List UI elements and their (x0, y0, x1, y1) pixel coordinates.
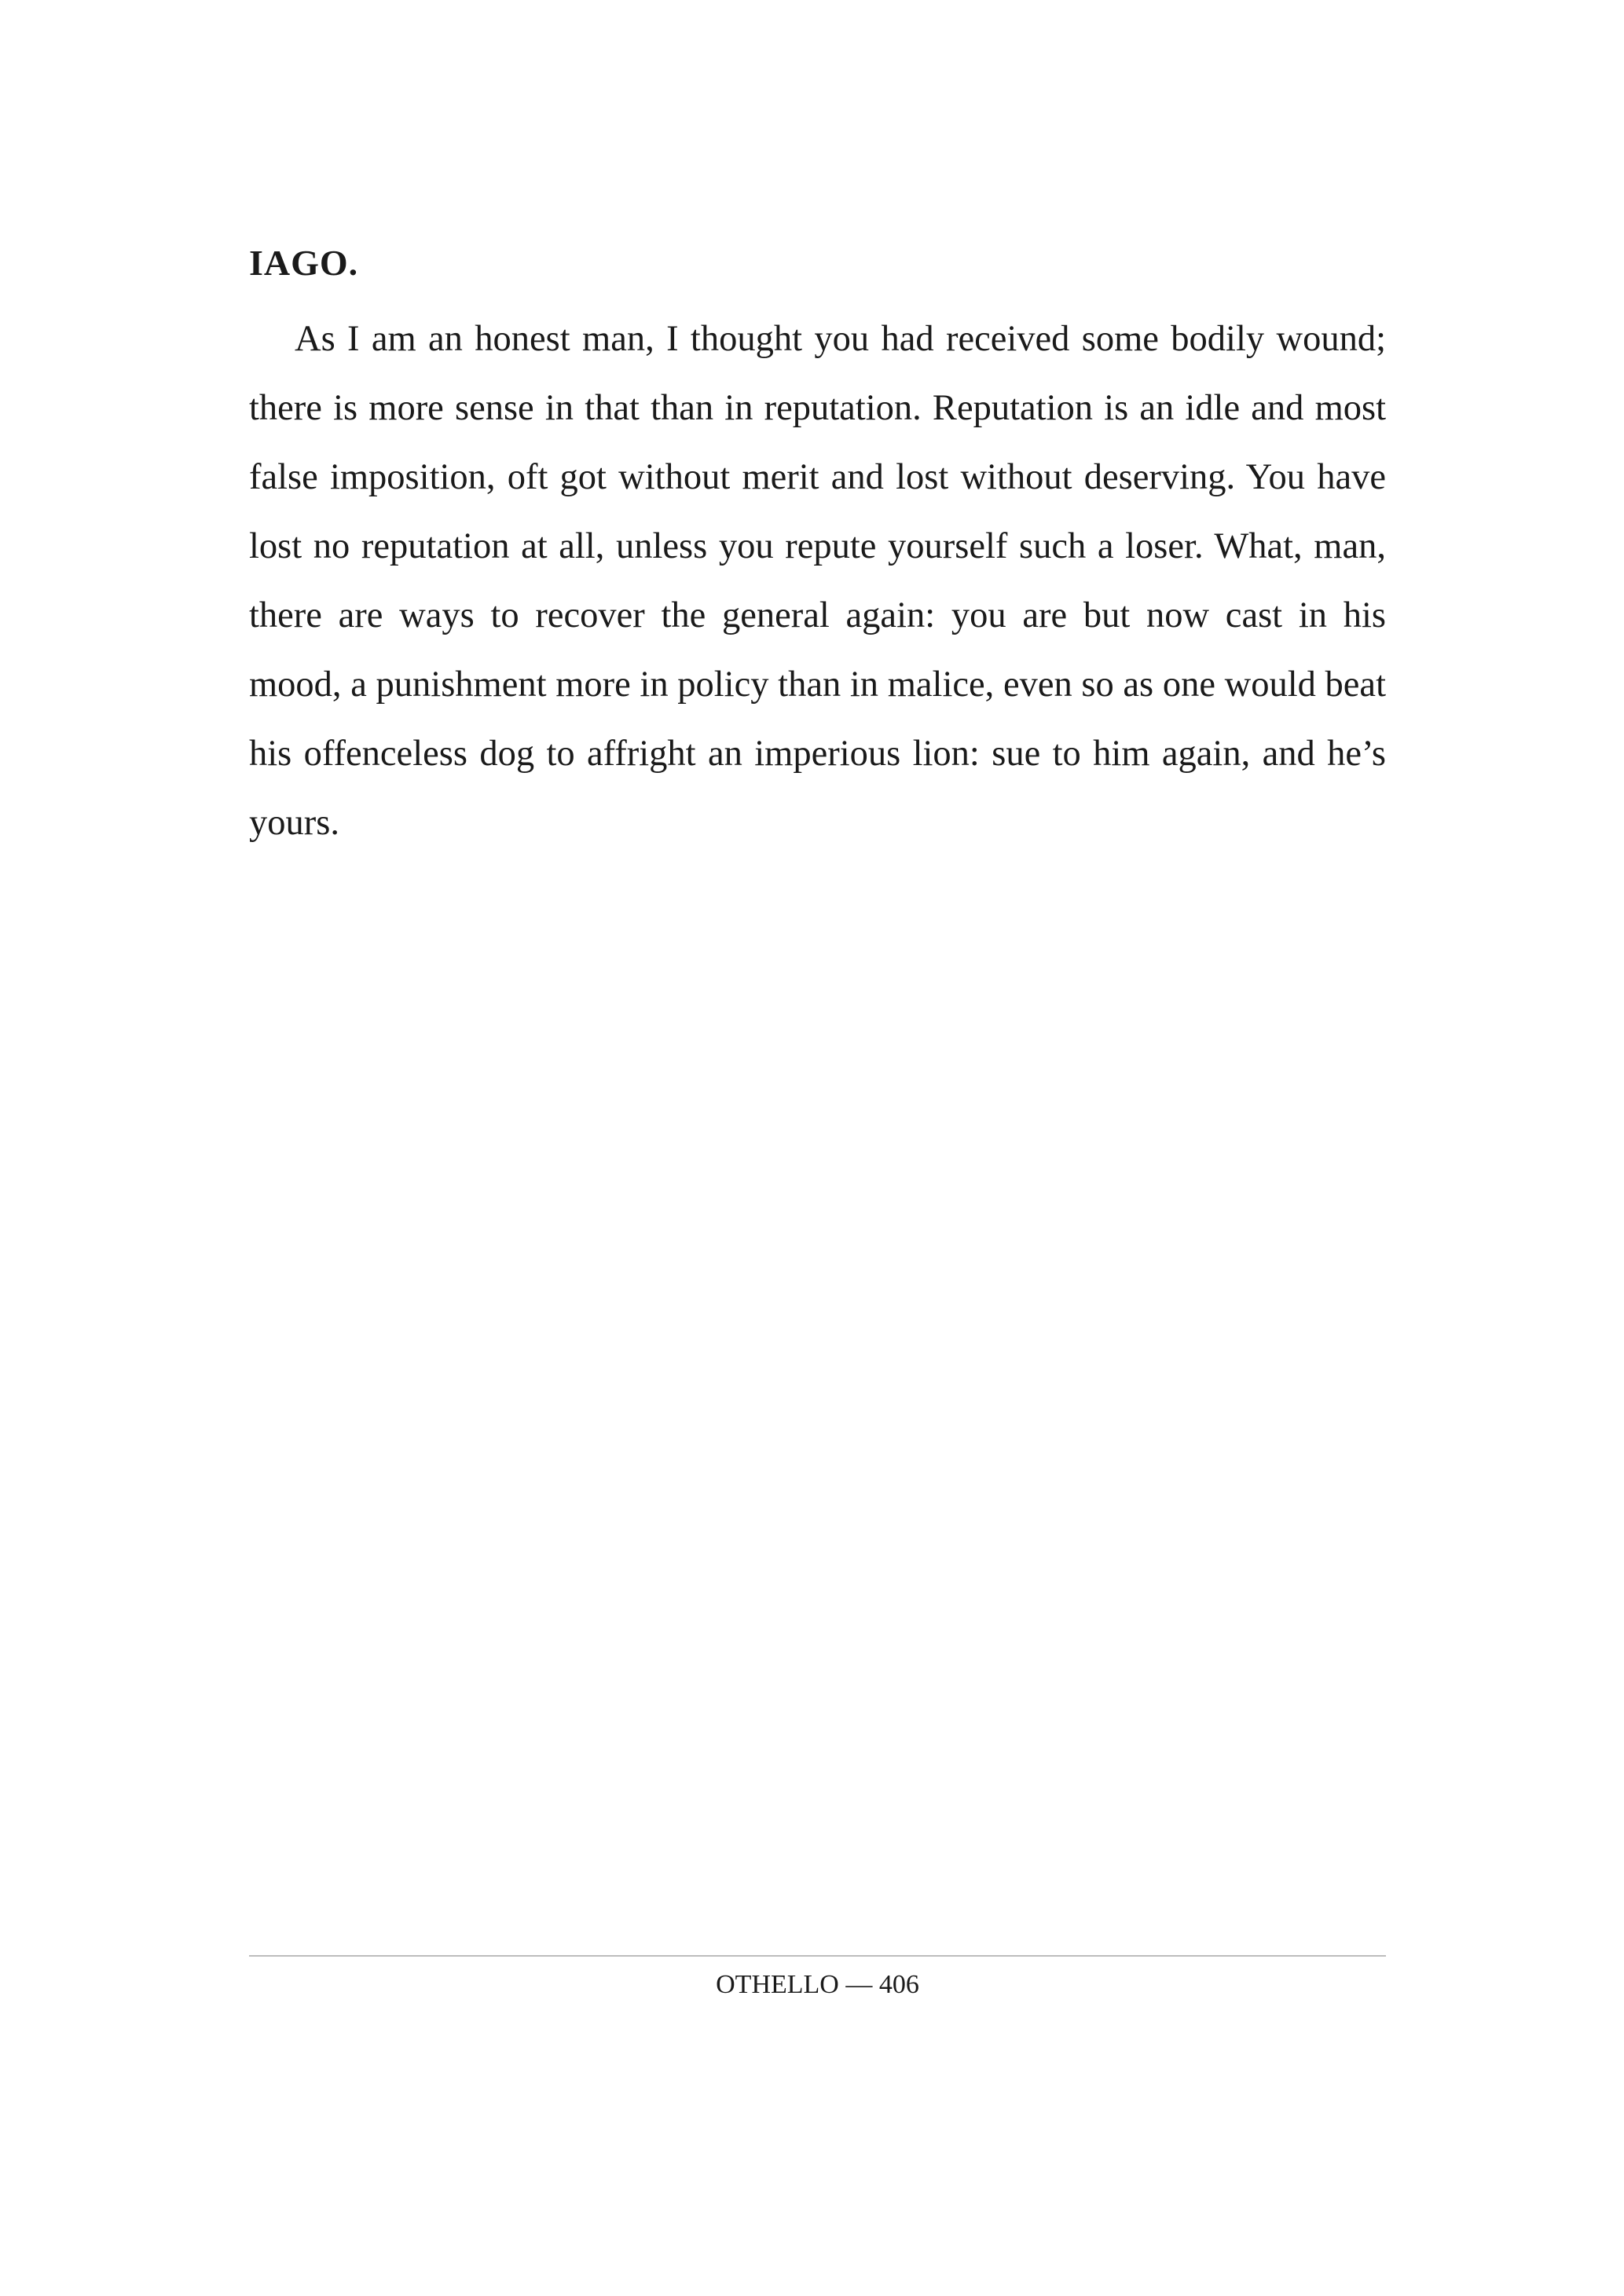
page-footer (249, 1965, 1386, 2005)
speech-paragraph: As I am an honest man, I thought you had received some bodily wound; there is more sense in that than in reputation. Reputation is an idle and most false imposition, oft got without merit and lost without deserving. You have lost no reputation at all, unless you repute yourself such a loser. What, man, there are ways to recover the general again: you are but now cast in his mood, a punishment more in policy than in malice, even so as one would beat his offenceless dog to affright an imperious lion: sue to him again, and he’s yours. (249, 319, 1386, 843)
footer-divider (249, 1955, 1386, 1957)
footer-title: OTHELLO (716, 1970, 839, 1999)
speaker-name: IAGO. (249, 243, 359, 283)
page-number: 406 (878, 1970, 919, 1999)
footer-separator: — (845, 1970, 873, 1999)
